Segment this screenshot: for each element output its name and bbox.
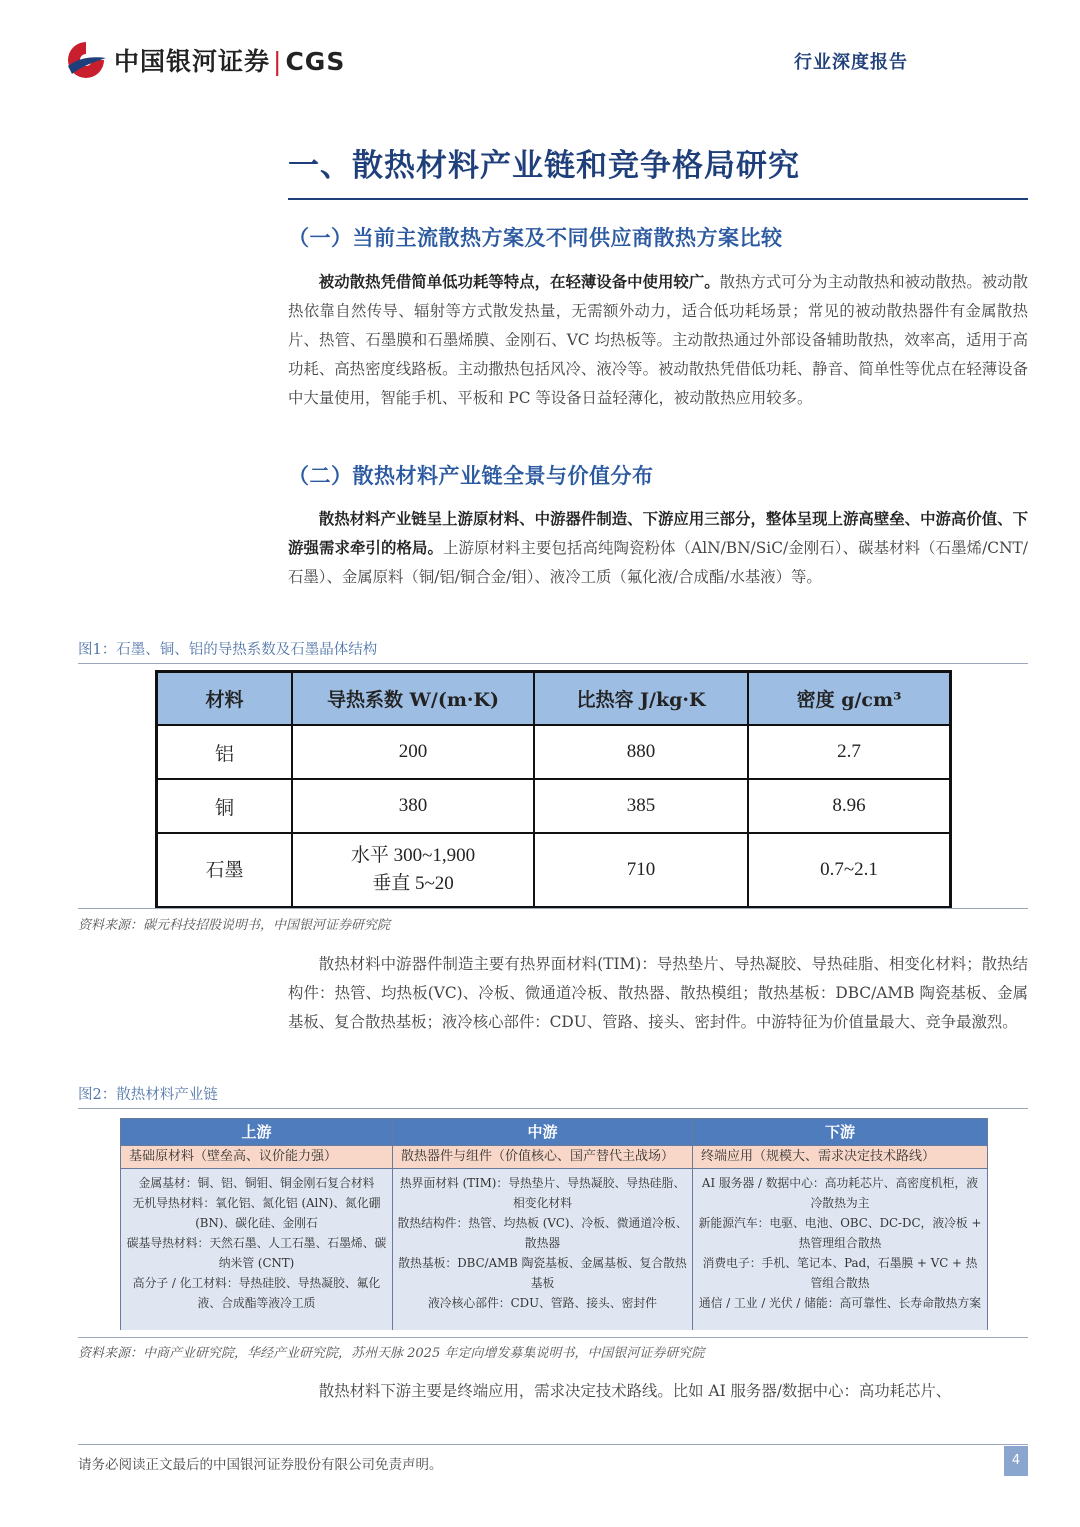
footer-divider [78,1444,1028,1445]
paragraph-4-text: 散热材料下游主要是终端应用，需求决定技术路线。比如 AI 服务器/数据中心：高功耗芯片、 [318,1382,952,1400]
chain-column-upstream [121,1119,393,1329]
figure-1-bottom-rule [78,908,1028,909]
paragraph-2 [288,505,1028,592]
figure-2-caption: 图2：散热材料产业链 [78,1087,218,1103]
table-row [157,725,951,779]
cell-density: 0.7~2.1 [748,833,951,908]
column-body [393,1169,692,1330]
table-row [157,779,951,833]
cell-density: 2.7 [748,725,951,779]
figure-1-caption: 图1：石墨、铜、铝的导热系数及石墨晶体结构 [78,642,378,658]
cell-specific-heat: 385 [534,779,748,833]
cell-conductivity: 380 [292,779,534,833]
list-item: AI 服务器 / 数据中心：高功耗芯片、高密度机柜，液冷散热为主 [701,1176,979,1210]
table-header-row [157,672,951,726]
column-header: 上游 [121,1119,392,1145]
subsection-title-2: （二）散热材料产业链全景与价值分布 [288,463,654,488]
list-item: 散热结构件：热管、均热板 (VC)、冷板、微通道冷板、散热器 [397,1216,688,1250]
cell-material: 铝 [157,725,293,779]
cell-density: 8.96 [748,779,951,833]
cell-specific-heat: 710 [534,833,748,908]
brand-name [114,42,345,78]
figure-2-chain-table [120,1118,988,1330]
brand-cn: 中国银河证券 [114,47,271,76]
footer-disclaimer: 请务必阅读正文最后的中国银河证券股份有限公司免责声明。 [78,1457,443,1473]
list-item: 通信 / 工业 / 光伏 / 储能：高可靠性、长寿命散热方案 [698,1296,982,1310]
figure-2-top-rule [78,1108,1028,1109]
figure-2-bottom-rule [78,1337,1028,1338]
conductivity-horizontal: 水平 300~1,900 [350,845,476,866]
column-subheader: 终端应用（规模大、需求决定技术路线） [693,1145,987,1169]
column-subheader: 基础原材料（壁垒高、议价能力强） [121,1145,392,1169]
chain-column-midstream [393,1119,693,1329]
list-item: 消费电子：手机、笔记本、Pad，石墨膜 + VC + 热管组合散热 [702,1256,978,1290]
header-conductivity: 导热系数 W/(m·K) [292,672,534,726]
column-header: 下游 [693,1119,987,1145]
figure-1-source: 资料来源：碳元科技招股说明书，中国银河证券研究院 [78,918,391,933]
paragraph-2-lead: 散热材料产业链呈上游原材料、中游器件制造、下游应用三部分，整体呈现上游高壁垒、中游高价值、下游强需求牵引的格局。 [288,510,1028,557]
figure-1-top-rule [78,663,1028,664]
list-item: 高分子 / 化工材料：导热硅胶、导热凝胶、氟化液、合成酯等液冷工质 [132,1276,381,1310]
paragraph-1-body: 散热方式可分为主动散热和被动散热。被动散热依靠自然传导、辐射等方式散发热量，无需额外动力，适合低功耗场景；常见的被动散热器件有金属散热片、热管、石墨膜和石墨烯膜、金刚石、VC 均热板等。主动散热通过外部设备辅助散热，效率高，适用于高功耗、高热密度线路板。主动撒热包括风冷、液冷等。被动散热凭借低功耗、静音、简单性等优点在轻薄设备中大量使用，智能手机、平板和 PC 等设备日益轻薄化，被动散热应用较多。 [288,273,1028,407]
logo-icon [64,40,108,78]
figure-1-table [155,670,952,909]
cell-conductivity: 200 [292,725,534,779]
list-item: 液冷核心部件：CDU、管路、接头、密封件 [428,1296,657,1310]
cell-material: 石墨 [157,833,293,908]
section-title: 一、散热材料产业链和竞争格局研究 [288,148,800,184]
cell-specific-heat: 880 [534,725,748,779]
paragraph-3-text: 散热材料中游器件制造主要有热界面材料(TIM)：导热垫片、导热凝胶、导热硅脂、相变化材料；散热结构件：热管、均热板(VC)、冷板、微通道冷板、散热器、散热模组；散热基板：DBC/AMB 陶瓷基板、金属基板、复合散热基板；液冷核心部件：CDU、管路、接头、密封件。中游特征为价值量最大、竞争最激烈。 [288,955,1028,1031]
table-row [157,833,951,908]
column-body [693,1169,987,1330]
header-density: 密度 g/cm³ [748,672,951,726]
paragraph-2-body: 上游原材料主要包括高纯陶瓷粉体（AlN/BN/SiC/金刚石）、碳基材料（石墨烯/CNT/石墨）、金属原料（铜/铝/铜合金/钼）、液冷工质（氟化液/合成酯/水基液）等。 [288,539,1028,586]
list-item: 散热基板：DBC/AMB 陶瓷基板、金属基板、复合散热基板 [398,1256,687,1290]
list-item: 金属基材：铜、铝、铜钼、铜金刚石复合材料 [138,1176,375,1190]
list-item: 热界面材料 (TIM)：导热垫片、导热凝胶、导热硅脂、相变化材料 [399,1176,686,1210]
list-item: 新能源汽车：电驱、电池、OBC、DC-DC，液冷板 + 热管理组合散热 [698,1216,982,1250]
subsection-title-1: （一）当前主流散热方案及不同供应商散热方案比较 [288,225,783,250]
figure-2-source: 资料来源：中商产业研究院，华经产业研究院，苏州天脉 2025 年定向增发募集说明书，中国银河证券研究院 [78,1346,705,1361]
paragraph-4 [288,1377,1028,1406]
cell-material: 铜 [157,779,293,833]
report-type: 行业深度报告 [794,52,908,73]
list-item: 碳基导热材料：天然石墨、人工石墨、石墨烯、碳纳米管 (CNT) [126,1236,387,1270]
cell-conductivity [292,833,534,908]
conductivity-vertical: 垂直 5~20 [372,873,454,894]
brand-en: CGS [285,47,346,76]
column-body [121,1169,392,1330]
section-divider [288,198,1028,200]
header-specific-heat: 比热容 J/kg·K [534,672,748,726]
paragraph-1-lead: 被动散热凭借简单低功耗等特点，在轻薄设备中使用较广。 [318,273,720,291]
page-number: 4 [1004,1446,1028,1476]
paragraph-1 [288,268,1028,413]
chain-column-downstream [693,1119,987,1329]
paragraph-3 [288,950,1028,1037]
column-subheader: 散热器件与组件（价值核心、国产替代主战场） [393,1145,692,1169]
brand-separator: | [273,47,283,76]
header-material: 材料 [157,672,293,726]
column-header: 中游 [393,1119,692,1145]
list-item: 无机导热材料：氧化铝、氮化铝 (AlN)、氮化硼 (BN)、碳化硅、金刚石 [132,1196,381,1230]
